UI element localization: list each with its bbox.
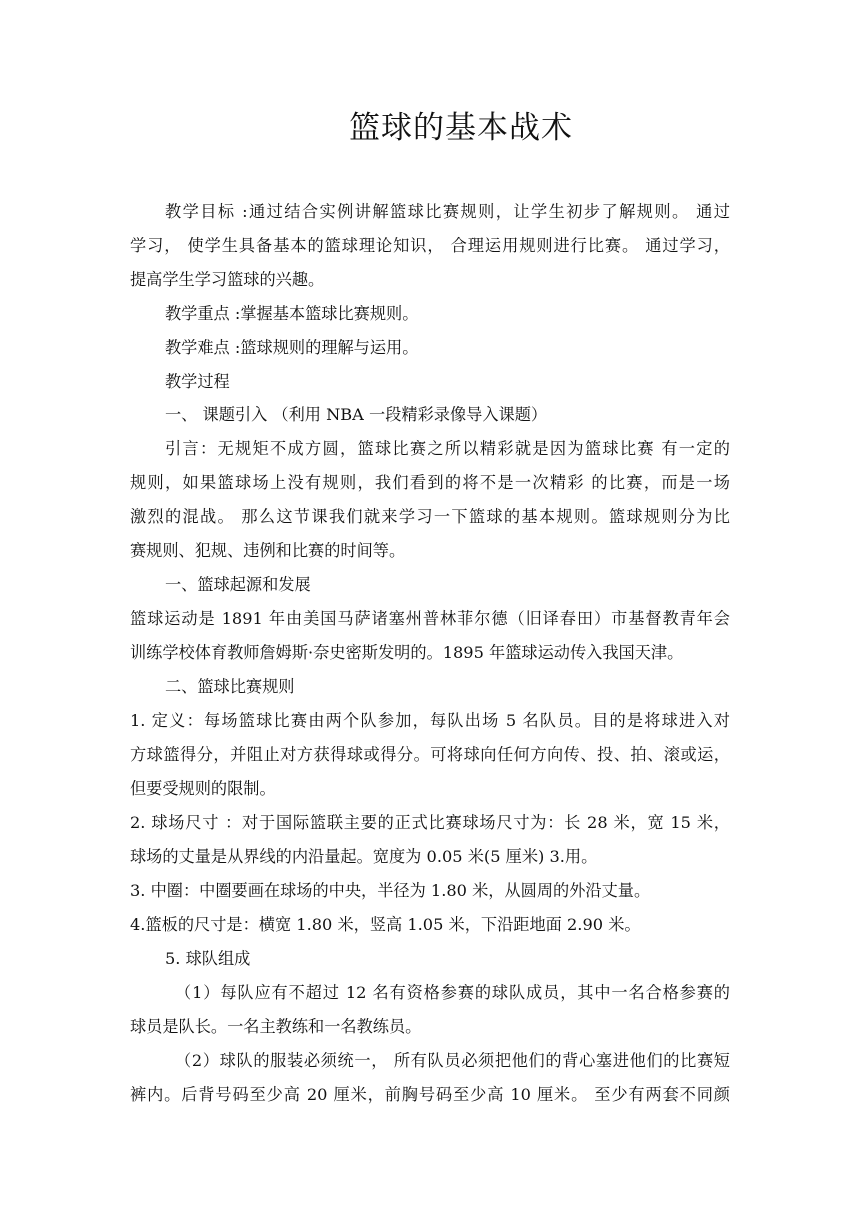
paragraph-line: 训练学校体育教师詹姆斯·奈史密斯发明的。1895 年篮球运动传入我国天津。 <box>130 643 684 662</box>
paragraph-line: 球场的丈量是从界线的内沿量起。宽度为 0.05 米(5 厘米) 3.用。 <box>130 847 598 866</box>
paragraph-line: 方球篮得分，并阻止对方获得球或得分。可将球向任何方向传、投、拍、滚或运， <box>130 745 730 764</box>
paragraph-line: 激烈的混战。 那么这节课我们就来学习一下篮球的基本规则。篮球规则分为比 <box>130 507 730 526</box>
paragraph-line: 1. 定义：每场篮球比赛由两个队参加，每队出场 5 名队员。目的是将球进入对 <box>130 711 730 730</box>
paragraph-line: 教学目标 :通过结合实例讲解篮球比赛规则，让学生初步了解规则。 通过 <box>165 202 730 221</box>
paragraph-line: 学习， 使学生具备基本的篮球理论知识， 合理运用规则进行比赛。 通过学习， <box>130 236 730 255</box>
paragraph-line: 提高学生学习篮球的兴趣。 <box>130 270 325 289</box>
section-heading: 5. 球队组成 <box>165 949 251 968</box>
paragraph-line: 引言：无规矩不成方圆，篮球比赛之所以精彩就是因为篮球比赛 有一定的 <box>165 439 730 458</box>
paragraph-line: 但要受规则的限制。 <box>130 779 276 798</box>
paragraph-line: （1）每队应有不超过 12 名有资格参赛的球队成员，其中一名合格参赛的 <box>175 983 730 1002</box>
paragraph-line: 篮球运动是 1891 年由美国马萨诸塞州普林菲尔德（旧译春田）市基督教青年会 <box>130 609 730 628</box>
paragraph-line: （2）球队的服装必须统一， 所有队员必须把他们的背心塞进他们的比赛短 <box>175 1051 730 1070</box>
paragraph-line: 球员是队长。一名主教练和一名教练员。 <box>130 1017 422 1036</box>
paragraph-line: 教学重点 :掌握基本篮球比赛规则。 <box>165 304 419 323</box>
paragraph-line: 3. 中圈：中圈要画在球场的中央，半径为 1.80 米，从圆周的外沿丈量。 <box>130 881 651 900</box>
document-title: 篮球的基本战术 <box>349 110 573 146</box>
paragraph-line: 赛规则、犯规、违例和比赛的时间等。 <box>130 541 406 560</box>
paragraph-line: 一、 课题引入 （利用 NBA 一段精彩录像导入课题） <box>165 405 548 424</box>
paragraph-line: 裤内。后背号码至少高 20 厘米，前胸号码至少高 10 厘米。 至少有两套不同颜 <box>130 1085 730 1104</box>
paragraph-line: 教学难点 :篮球规则的理解与运用。 <box>165 338 419 357</box>
paragraph-line: 4.篮板的尺寸是：横宽 1.80 米，竖高 1.05 米，下沿距地面 2.90 米。 <box>130 915 641 934</box>
section-heading: 二、篮球比赛规则 <box>165 677 295 696</box>
section-heading: 一、篮球起源和发展 <box>165 575 311 594</box>
paragraph-line: 2. 球场尺寸 ：对于国际篮联主要的正式比赛球场尺寸为：长 28 米，宽 15 米， <box>130 813 730 832</box>
section-heading: 教学过程 <box>165 372 230 391</box>
paragraph-line: 规则，如果篮球场上没有规则，我们看到的将不是一次精彩 的比赛，而是一场 <box>130 473 730 492</box>
